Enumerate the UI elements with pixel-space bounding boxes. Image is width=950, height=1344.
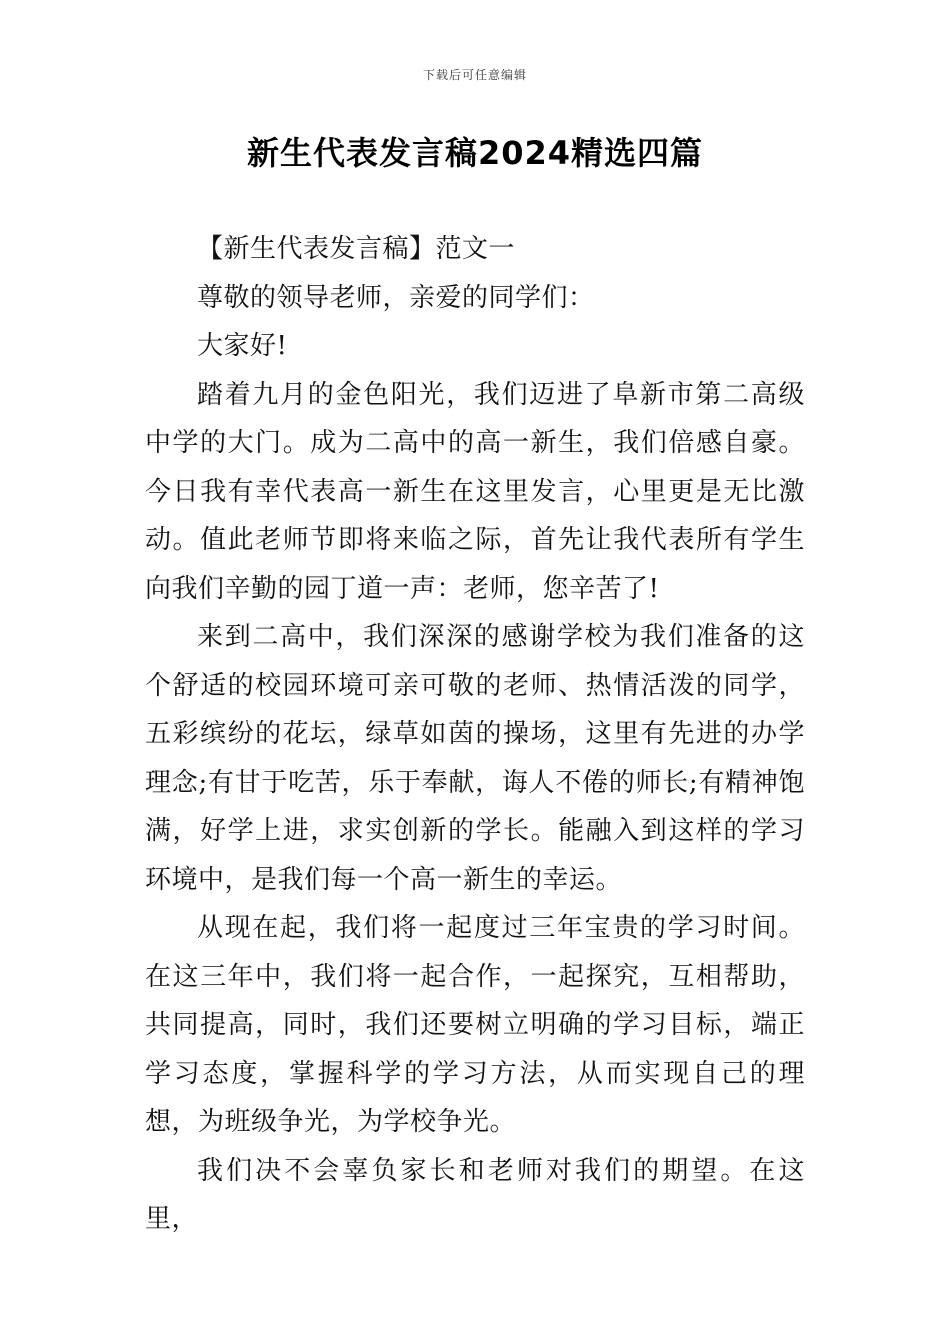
salutation: 尊敬的领导老师，亲爱的同学们： xyxy=(197,282,595,313)
section-heading: 【新生代表发言稿】范文一 xyxy=(197,234,516,264)
greeting: 大家好! xyxy=(197,331,288,361)
body-paragraph: 我们决不会辜负家长和老师对我们的期望。在这里， xyxy=(145,1155,805,1234)
document-title: 新生代表发言稿2024精选四篇 xyxy=(246,134,704,172)
document-body xyxy=(145,225,805,1244)
body-paragraph: 从现在起，我们将一起度过三年宝贵的学习时间。在这三年中，我们将一起合作，一起探究，互相帮助，共同提高，同时，我们还要树立明确的学习目标，端正学习态度，掌握科学的学习方法，从而实现自己的理想，为班级争光，为学校争光。 xyxy=(145,913,805,1137)
body-paragraph: 来到二高中，我们深深的感谢学校为我们准备的这个舒适的校园环境可亲可敬的老师、热情活泼的同学，五彩缤纷的花坛，绿草如茵的操场，这里有先进的办学理念;有甘于吃苦，乐于奉献，诲人不倦的师长;有精神饱满，好学上进，求实创新的学长。能融入到这样的学习环境中，是我们每一个高一新生的幸运。 xyxy=(145,622,805,895)
header-note: 下载后可任意编辑 xyxy=(422,68,527,82)
body-paragraph: 踏着九月的金色阳光，我们迈进了阜新市第二高级中学的大门。成为二高中的高一新生，我们倍感自豪。今日我有幸代表高一新生在这里发言，心里更是无比激动。值此老师节即将来临之际，首先让我代表所有学生向我们辛勤的园丁道一声：老师，您辛苦了! xyxy=(145,379,805,604)
